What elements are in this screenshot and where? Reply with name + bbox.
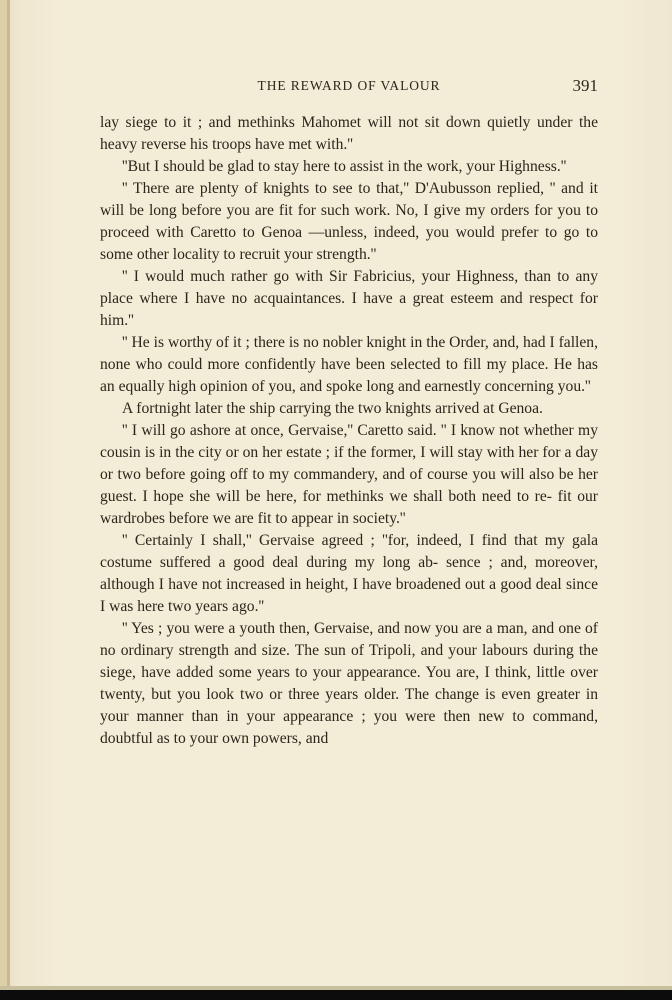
paragraph: A fortnight later the ship carrying the two knights arrived at Genoa. [122,400,543,417]
paragraph: '' I will go ashore at once, Gervaise,'' Caretto said. '' I know not whether my cousin is in the city or on her estate ; if the former, I will stay with her for a day or two before going off to my commandery, and of course you will also be her guest. I hope she will be here, for methinks we shall both need to re- fit our wardrobes before we are fit to appear in society.'' [100,422,598,527]
scan-edge-dark [0,990,672,1000]
binding-gutter-line [7,0,10,1000]
body-text [100,112,598,750]
paragraph: '' He is worthy of it ; there is no nobler knight in the Order, and, had I fallen, none who could more confidently have been selected to fill my place. He has an equally high opinion of you, and spoke long and earnestly concerning you.'' [100,334,598,395]
paragraph: ''But I should be glad to stay here to assist in the work, your Highness.'' [122,158,567,175]
running-title: THE REWARD OF VALOUR [257,78,441,93]
paragraph: '' Yes ; you were a youth then, Gervaise, and now you are a man, and one of no ordinary strength and size. The sun of Tripoli, and your labours during the siege, have added some years to your appearance. You are, I think, little over twenty, but you look two or three years older. The change is even greater in your manner than in your appearance ; you were then new to command, doubtful as to your own powers, and [100,620,598,747]
paragraph: '' There are plenty of knights to see to that,'' D'Aubusson replied, '' and it will be long before you are fit for such work. No, I give my orders for you to proceed with Caretto to Genoa —unless, indeed, you would prefer to go to some other locality to recruit your strength.'' [100,180,598,263]
paragraph: '' I would much rather go with Sir Fabricius, your Highness, than to any place where I have no acquaintances. I have a great esteem and respect for him.'' [100,268,598,329]
binding-gutter-shadow [0,0,7,1000]
paragraph-continuation: lay siege to it ; and methinks Mahomet will not sit down quietly under the heavy reverse his troops have met with.'' [100,114,598,153]
page-header [100,76,598,98]
paragraph: '' Certainly I shall,'' Gervaise agreed ; ''for, indeed, I find that my gala costume suffered a good deal during my long ab- sence ; and, moreover, although I have not increased in height, I have broadened out a good deal since I was here two years ago.'' [100,532,598,615]
page-number: 391 [572,76,598,95]
